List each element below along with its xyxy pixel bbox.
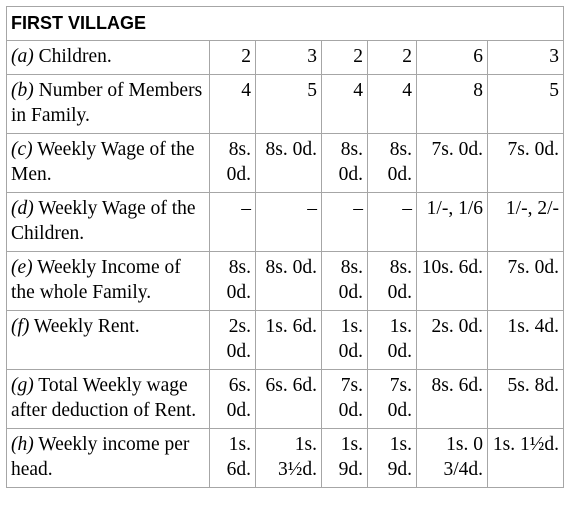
row-label-text: Weekly Wage of the Children. (11, 198, 196, 244)
row-label (7, 134, 210, 193)
table-cell: 5s. 8d. (488, 370, 564, 429)
row-label-text: Weekly Rent. (29, 316, 140, 337)
table-cell: – (210, 193, 256, 252)
document-table-wrapper (6, 6, 564, 488)
table-cell: 7s. 0d. (368, 370, 417, 429)
table-title-row (7, 7, 564, 41)
row-label-text: Number of Members in Family. (11, 80, 203, 126)
row-letter: (c) (11, 139, 33, 160)
table-title: FIRST VILLAGE (7, 7, 564, 41)
table-cell: 8s. 6d. (417, 370, 488, 429)
table-cell: 6s. 6d. (256, 370, 322, 429)
row-letter: (e) (11, 257, 33, 278)
row-label (7, 193, 210, 252)
row-label-text: Weekly Income of the whole Family. (11, 257, 181, 303)
table-cell: 4 (322, 75, 368, 134)
table-cell: 6s. 0d. (210, 370, 256, 429)
table-cell: 3 (256, 41, 322, 75)
row-label (7, 429, 210, 488)
table-cell: 5 (256, 75, 322, 134)
table-cell: 5 (488, 75, 564, 134)
table-cell: 1s. 0 3/4d. (417, 429, 488, 488)
table-cell: 1s. 9d. (322, 429, 368, 488)
table-cell: 7s. 0d. (417, 134, 488, 193)
table-cell: 8s. 0d. (322, 252, 368, 311)
table-cell: 8s. 0d. (210, 252, 256, 311)
row-label-text: Weekly Wage of the Men. (11, 139, 195, 185)
table-cell: 8s. 0d. (210, 134, 256, 193)
table-cell: 1s. 6d. (256, 311, 322, 370)
table-cell: 1s. 0d. (368, 311, 417, 370)
table-cell: – (322, 193, 368, 252)
table-cell: 8s. 0d. (368, 252, 417, 311)
table-cell: 2 (210, 41, 256, 75)
table-cell: 8s. 0d. (368, 134, 417, 193)
table-cell: 1s. 6d. (210, 429, 256, 488)
table-cell: 2 (322, 41, 368, 75)
table-row (7, 75, 564, 134)
table-cell: 1s. 0d. (322, 311, 368, 370)
table-cell: 7s. 0d. (488, 134, 564, 193)
table-cell: 8s. 0d. (256, 134, 322, 193)
table-row (7, 134, 564, 193)
row-label (7, 370, 210, 429)
table-cell: 7s. 0d. (488, 252, 564, 311)
table-cell: 4 (210, 75, 256, 134)
table-body (7, 41, 564, 488)
table-cell: 3 (488, 41, 564, 75)
row-label-text: Total Weekly wage after deduction of Rent. (11, 375, 197, 421)
table-cell: 1s. 3½d. (256, 429, 322, 488)
row-label (7, 252, 210, 311)
table-cell: 1s. 4d. (488, 311, 564, 370)
table-cell: 2s. 0d. (210, 311, 256, 370)
table-cell: 7s. 0d. (322, 370, 368, 429)
table-cell: 1s. 1½d. (488, 429, 564, 488)
table-cell: 1/-, 2/- (488, 193, 564, 252)
row-letter: (b) (11, 80, 34, 101)
table-row (7, 370, 564, 429)
table-row (7, 311, 564, 370)
table-cell: 1/-, 1/6 (417, 193, 488, 252)
first-village-table (6, 6, 564, 488)
table-row (7, 429, 564, 488)
table-row (7, 193, 564, 252)
table-cell: 6 (417, 41, 488, 75)
table-row (7, 41, 564, 75)
table-cell: – (256, 193, 322, 252)
table-cell: 8 (417, 75, 488, 134)
table-cell: 8s. 0d. (256, 252, 322, 311)
table-row (7, 252, 564, 311)
table-cell: 2s. 0d. (417, 311, 488, 370)
row-label-text: Weekly income per head. (11, 434, 190, 480)
row-label-text: Children. (33, 46, 112, 67)
row-letter: (h) (11, 434, 34, 455)
row-label (7, 41, 210, 75)
table-cell: – (368, 193, 417, 252)
table-cell: 4 (368, 75, 417, 134)
row-letter: (d) (11, 198, 34, 219)
table-cell: 8s. 0d. (322, 134, 368, 193)
row-letter: (f) (11, 316, 30, 337)
row-letter: (a) (11, 46, 34, 67)
row-label (7, 311, 210, 370)
table-cell: 2 (368, 41, 417, 75)
row-label (7, 75, 210, 134)
table-cell: 10s. 6d. (417, 252, 488, 311)
table-cell: 1s. 9d. (368, 429, 417, 488)
row-letter: (g) (11, 375, 34, 396)
